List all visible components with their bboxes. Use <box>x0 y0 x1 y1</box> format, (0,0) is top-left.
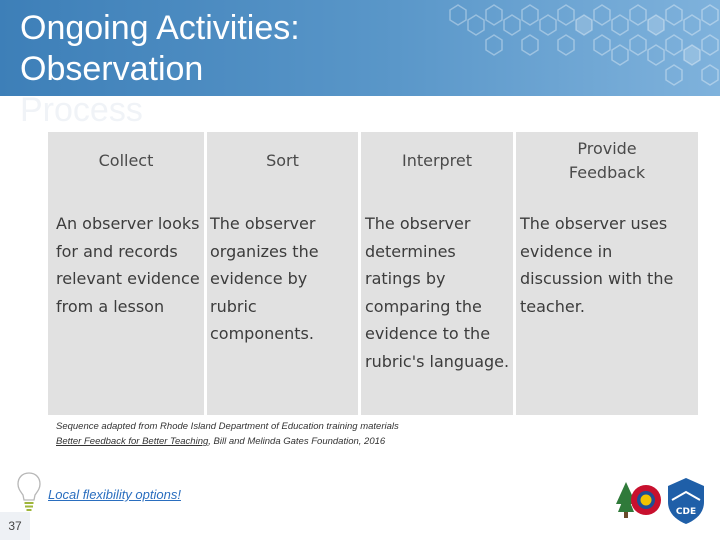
cde-logo-icon <box>664 476 708 526</box>
column-header: Interpret <box>401 151 473 170</box>
column-sort <box>207 132 358 415</box>
column-header: Provide Feedback <box>568 139 646 182</box>
hexagon-pattern-icon <box>420 0 720 96</box>
page-number: 37 <box>0 512 30 540</box>
column-body: An observer looks for and records relevant evidence from a lesson <box>56 214 200 316</box>
citation-book-title: Better Feedback for Better Teaching <box>56 436 209 447</box>
lightbulb-icon <box>16 470 42 514</box>
colorado-logo-icon <box>614 478 664 524</box>
column-header: Collect <box>98 151 154 170</box>
column-interpret <box>361 132 513 415</box>
slide-title: Ongoing Activities: Observation <box>20 9 300 88</box>
slide-title-overflow: Process <box>20 91 143 129</box>
column-provide-feedback <box>516 132 698 415</box>
slide-header <box>0 0 720 96</box>
column-collect <box>48 132 204 415</box>
citation-line-1: Sequence adapted from Rhode Island Department of Education training materials <box>56 421 399 432</box>
column-body: The observer uses evidence in discussion with the teacher. <box>520 214 674 316</box>
citation-source: , Bill and Melinda Gates Foundation, 2016 <box>208 436 386 447</box>
column-body: The observer organizes the evidence by rubric components. <box>210 214 319 343</box>
citation <box>56 419 399 449</box>
local-flexibility-link[interactable]: Local flexibility options! <box>48 487 181 502</box>
column-body: The observer determines ratings by comparing the evidence to the rubric's language. <box>365 214 510 371</box>
citation-line-2 <box>56 434 399 449</box>
column-header: Sort <box>266 151 299 170</box>
cde-logo-text: CDE <box>675 507 697 517</box>
